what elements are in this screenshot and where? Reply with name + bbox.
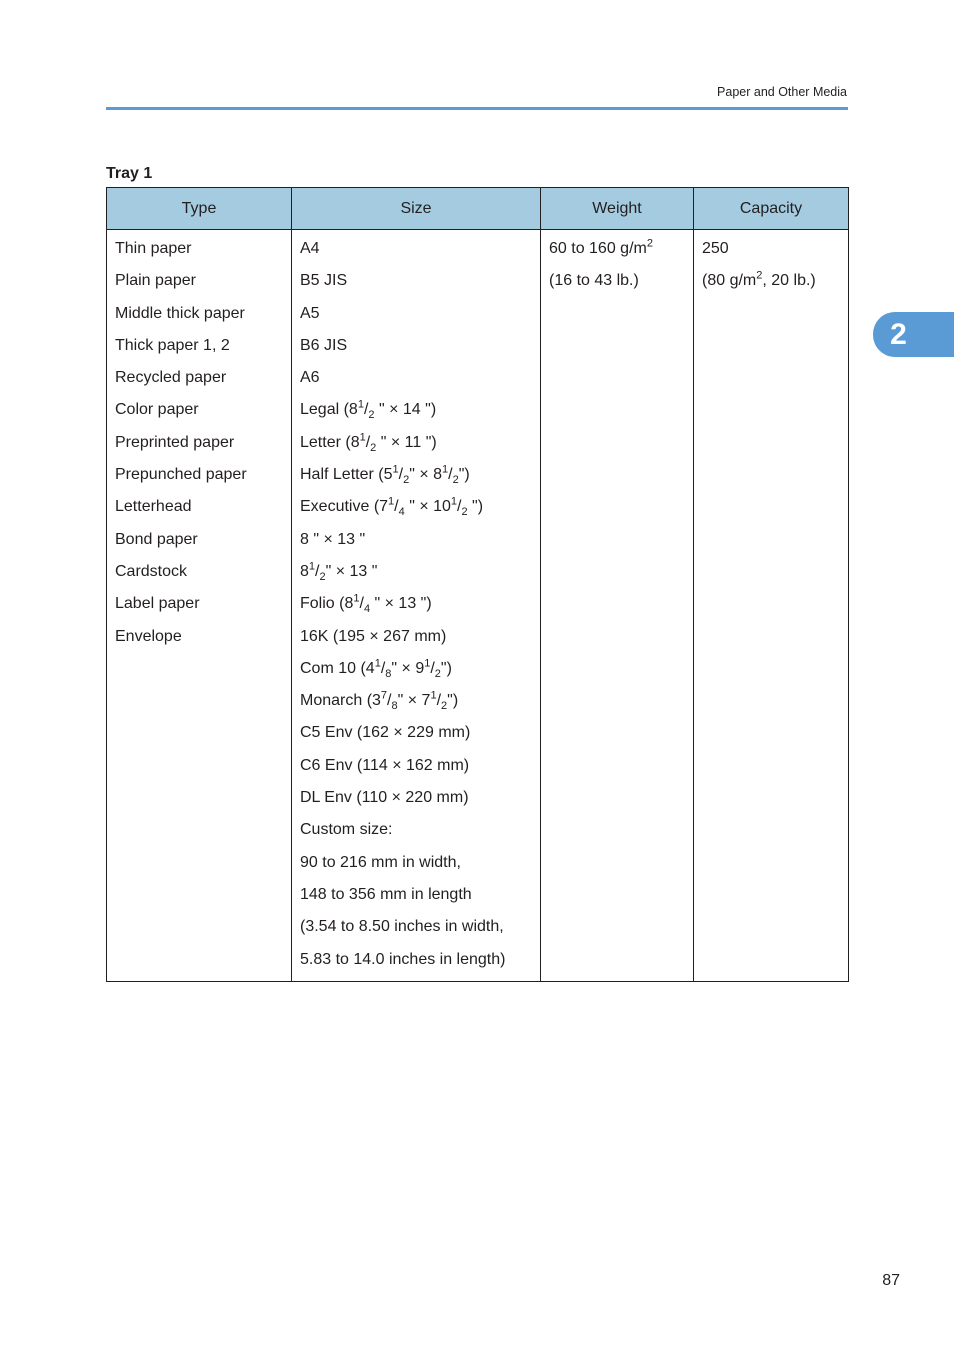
list-item: Recycled paper — [115, 369, 227, 387]
list-item: 60 to 160 $g/m^2$ — [549, 237, 653, 257]
header-rule — [106, 107, 848, 110]
list-item: (3.54 to 8.50 inches in width, — [300, 918, 504, 936]
list-item: Middle thick paper — [115, 304, 245, 322]
list-item: (80 $g/m^2$, 20 lb.) — [702, 269, 816, 290]
list-item: Monarch ($3^7/_8$" × $7^1/_2$") — [300, 689, 459, 713]
list-item: Custom size: — [300, 821, 393, 839]
weight-cell — [541, 230, 694, 982]
list-item: $8^1/_2$" × 13 " — [300, 560, 378, 584]
size-cell — [292, 230, 541, 982]
column-header-capacity: Capacity — [694, 188, 849, 230]
list-item: Legal ($8^1/_2$ " × 14 ") — [300, 399, 437, 422]
list-item: Color paper — [115, 401, 199, 419]
column-header-weight: Weight — [541, 188, 694, 230]
capacity-cell — [694, 230, 849, 982]
list-item: Prepunched paper — [115, 466, 247, 484]
list-item: Thick paper 1, 2 — [115, 336, 230, 354]
list-item: A6 — [300, 369, 320, 387]
list-item: Plain paper — [115, 272, 196, 290]
table-row — [107, 230, 849, 982]
list-item: 16K (195 × 267 mm) — [300, 627, 447, 645]
list-item: Com 10 ($4^1/_8$" × $9^1/_2$") — [300, 657, 452, 681]
list-item: DL Env (110 × 220 mm) — [300, 789, 469, 807]
section-title: Tray 1 — [106, 165, 153, 182]
table-header-row — [107, 188, 849, 230]
column-header-size: Size — [292, 188, 541, 230]
list-item: Cardstock — [115, 562, 188, 580]
chapter-tab: 2 — [873, 312, 954, 357]
list-item: Folio ($8^1/_4$ " × 13 ") — [300, 592, 432, 616]
list-item: Preprinted paper — [115, 433, 235, 451]
list-item: 250 — [702, 240, 729, 257]
list-item: (16 to 43 lb.) — [549, 272, 639, 290]
paper-spec-table — [106, 187, 849, 982]
list-item: A5 — [300, 304, 320, 322]
list-item: C5 Env (162 × 229 mm) — [300, 724, 471, 742]
list-item: Bond paper — [115, 530, 198, 548]
page-number: 87 — [882, 1272, 900, 1289]
list-item: Envelope — [115, 627, 182, 645]
list-item: Letterhead — [115, 498, 192, 516]
list-item: C6 Env (114 × 162 mm) — [300, 756, 470, 774]
list-item: Thin paper — [115, 240, 192, 257]
list-item: Letter ($8^1/_2$ " × 11 ") — [300, 431, 437, 454]
list-item: A4 — [300, 240, 320, 257]
list-item: B6 JIS — [300, 336, 348, 354]
list-item: Half Letter ($5^1/_2$" × $8^1/_2$") — [300, 463, 470, 487]
list-item: 5.83 to 14.0 inches in length) — [300, 950, 506, 968]
column-header-type: Type — [107, 188, 292, 230]
list-item: Executive ($7^1/_4$ " × $10^1/_2$ ") — [300, 496, 484, 519]
running-header: Paper and Other Media — [717, 85, 847, 99]
type-cell — [107, 230, 292, 982]
list-item: 148 to 356 mm in length — [300, 885, 472, 903]
list-item: 8 " × 13 " — [300, 530, 366, 548]
list-item: B5 JIS — [300, 272, 348, 290]
list-item: 90 to 216 mm in width, — [300, 853, 461, 871]
list-item: Label paper — [115, 595, 200, 613]
